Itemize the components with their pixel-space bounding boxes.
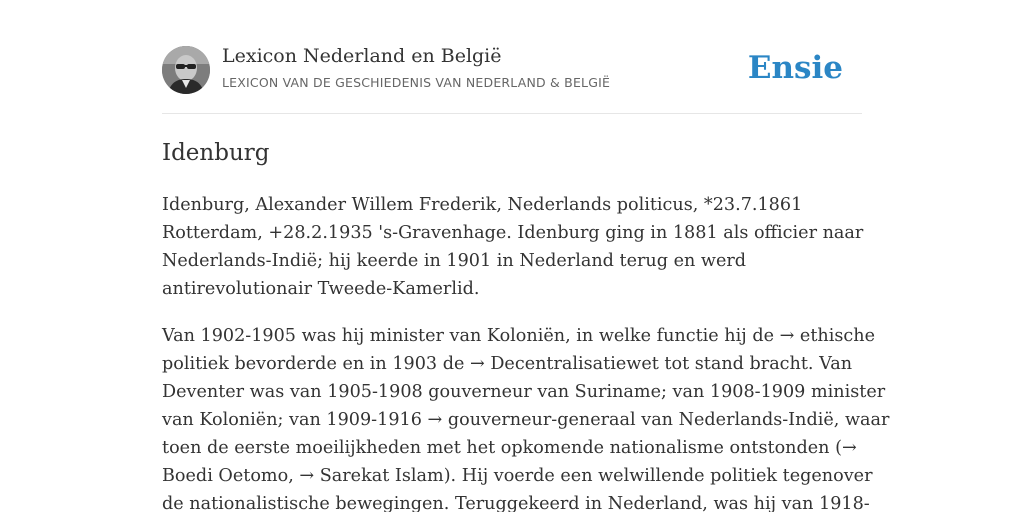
paragraph-line: Nederlands-Indië; hij keerde in 1901 in Nederland terug en werd [162,251,747,271]
header [162,0,862,114]
paragraph-line [162,350,862,378]
paragraph-line [162,322,875,350]
paragraph-line: Rotterdam, +28.2.1935 's-Gravenhage. Idenburg ging in 1881 als officier naar [162,223,864,243]
text-run: toen de eerste moeilijkheden met het opkomende nationalisme ontstonden ( [162,438,842,458]
text-run: van Koloniën; van 1909-1916 [162,410,428,430]
text-run: , [288,466,300,486]
text-run: Van 1902-1905 was hij minister van Koloniën, in welke functie hij de [162,326,780,346]
text-run: tot stand bracht. Van [658,354,853,374]
paragraph-line: Deventer was van 1905-1908 gouverneur van Suriname; van 1908-1909 minister [162,382,886,402]
xref-link-decentralisatiewet[interactable]: → Decentralisatiewet [469,354,659,374]
text-run: ). Hij voerde een welwillende politiek tegenover [443,466,873,486]
site-subtitle: LEXICON VAN DE GESCHIEDENIS VAN NEDERLAND & BELGIË [222,75,611,90]
paragraph-line [162,406,890,434]
paragraph-line: de nationalistische bewegingen. Teruggekeerd in Nederland, was hij van 1918- [162,494,870,512]
paragraph-line: Idenburg, Alexander Willem Frederik, Nederlands politicus, *23.7.1861 [162,195,803,215]
xref-link-gouverneur-generaal[interactable]: → gouverneur-generaal [427,410,636,430]
xref-link-boedi-oetomo[interactable]: Boedi Oetomo [162,466,289,486]
site-title[interactable]: Lexicon Nederland en België [222,45,502,67]
article-paragraph [162,322,890,512]
paragraph-line [162,434,862,462]
paragraph-line [162,462,873,490]
paragraph-line: antirevolutionair Tweede-Kamerlid. [162,279,480,299]
portrait-icon [162,46,210,94]
author-avatar[interactable] [162,46,210,94]
text-run: bevorderde en in 1903 de [228,354,470,374]
article-title: Idenburg [162,140,270,166]
page [162,0,890,512]
article-paragraph [162,191,862,303]
xref-link-ethische-politiek[interactable]: → ethische [779,326,875,346]
xref-link-sarekat-islam[interactable]: → Sarekat Islam [299,466,444,486]
xref-link-boedi-oetomo[interactable]: → [841,438,857,458]
xref-link-ethische-politiek[interactable]: politiek [162,354,229,374]
text-run: van Nederlands-Indië, waar [635,410,890,430]
ensie-logo-link[interactable]: Ensie [747,50,843,86]
